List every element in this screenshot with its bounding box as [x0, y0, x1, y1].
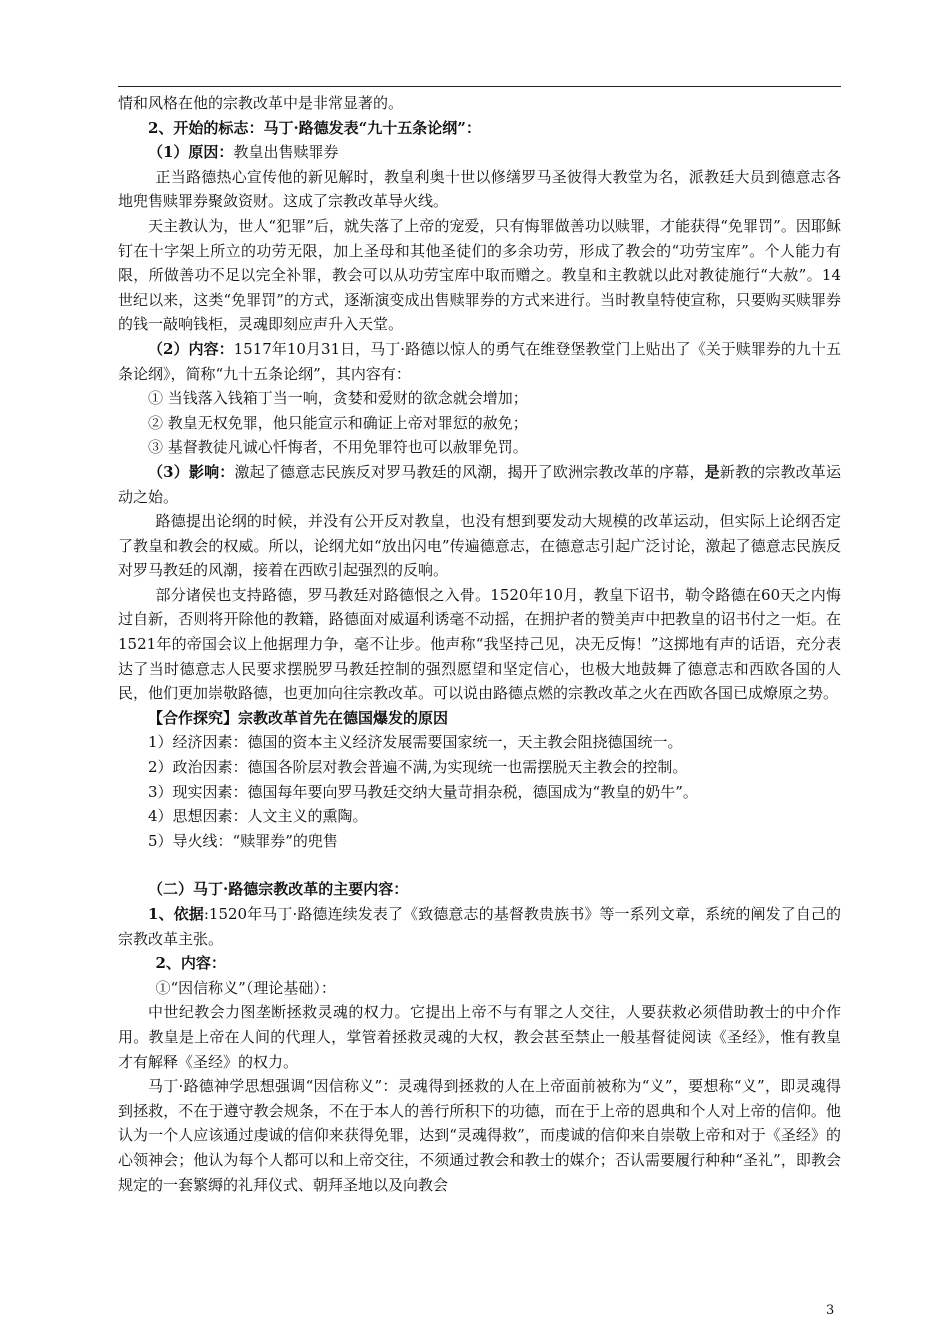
- paragraph: 正当路德热心宣传他的新见解时，教皇利奥十世以修缮罗马圣彼得大教堂为名，派教廷大员到德意志各地兜售赎罪券聚敛资财。这成了宗教改革导火线。: [118, 167, 841, 211]
- effect-text-end: 新教的宗教改革运动之始。: [118, 462, 841, 506]
- list-item: ③ 基督教徒凡诚心忏悔者，不用免罪符也可以赦罪免罚。: [148, 438, 528, 457]
- subheading-effect: [118, 460, 841, 509]
- content-label: （2）内容：: [148, 339, 234, 358]
- header-rule: [118, 86, 841, 87]
- page-number: 3: [826, 1303, 835, 1318]
- cause-label: （1）原因：: [148, 143, 234, 162]
- basis-paragraph: [118, 902, 841, 951]
- reason-item: 5）导火线：“赎罪券”的兜售: [148, 831, 338, 850]
- effect-bold-word: 是: [704, 462, 720, 481]
- basis-label: 1、依据: [148, 905, 204, 923]
- subheading-content: [118, 337, 841, 386]
- reason-item: 3）现实因素：德国每年要向罗马教廷交纳大量苛捐杂税，德国成为“教皇的奶牛”。: [148, 782, 698, 801]
- paragraph: 部分诸侯也支持路德，罗马教廷对路德恨之入骨。1520年10月，教皇下诏书，勒令路德在60天之内悔过自新，否则将开除他的教籍，路德面对威逼利诱毫不动摇，在拥护者的赞美声中把教皇的诏书付之一炬。在1521年的帝国会议上他据理力争，毫不让步。他声称“我坚持己见，决无反悔！”这掷地有声的话语，充分表达了当时德意志人民要求摆脱罗马教廷控制的强烈愿望和坚定信心，也极大地鼓舞了德意志和西欧各国的人民，他们更加崇敬路德，也更加向往宗教改革。可以说由路德点燃的宗教改革之火在西欧各国已成燎原之势。: [118, 585, 841, 703]
- paragraph: 中世纪教会力图垄断拯救灵魂的权力。它提出上帝不与有罪之人交往，人要获救必须借助教士的中介作用。教皇是上帝在人间的代理人，掌管着拯救灵魂的大权，教会甚至禁止一般基督徒阅读《圣经》，惟有教皇才有解释《圣经》的权力。: [118, 1003, 841, 1071]
- subheading-cause: [118, 140, 841, 165]
- reason-item: 4）思想因素：人文主义的熏陶。: [148, 807, 368, 826]
- basis-text: :1520年马丁·路德连续发表了《致德意志的基督教贵族书》等一系列文章，系统的阐发了自己的宗教改革主张。: [118, 905, 842, 948]
- continuation-line: 情和风格在他的宗教改革中是非常显著的。: [118, 94, 404, 112]
- paragraph: 路德提出论纲的时候，并没有公开反对教皇，也没有想到要发动大规模的改革运动，但实际上论纲否定了教皇和教会的权威。所以，论纲尤如“放出闪电”传遍德意志，在德意志引起广泛讨论，激起了德意志民族反对罗马教廷的风潮，接着在西欧引起强烈的反响。: [118, 512, 841, 580]
- effect-text: 激起了德意志民族反对罗马教廷的风潮，揭开了欧洲宗教改革的序幕，: [234, 462, 705, 481]
- reason-item: 1）经济因素：德国的资本主义经济发展需要国家统一，天主教会阻挠德国统一。: [148, 733, 683, 752]
- content-heading: 2、内容：: [155, 954, 226, 973]
- effect-label: （3）影响：: [148, 462, 235, 481]
- reason-item: 2）政治因素：德国各阶层对教会普遍不满,为实现统一也需摆脱天主教会的控制。: [148, 758, 688, 777]
- list-item: ② 教皇无权免罪，他只能宣示和确证上帝对罪愆的赦免；: [148, 413, 528, 432]
- faith-item: ①“因信称义”（理论基础）：: [155, 978, 336, 997]
- blank-line: [118, 853, 841, 877]
- paragraph: 天主教认为，世人“犯罪”后，就失落了上帝的宠爱，只有悔罪做善功以赎罪，才能获得“免罪罚”。因耶稣钉在十字架上所立的功劳无限，加上圣母和其他圣徒们的多余功劳，形成了教会的“功劳宝库”。个人能力有限，所做善功不足以完全补罪，教会可以从功劳宝库中取而赠之。教皇和主教就以此对教徒施行“大赦”。14世纪以来，这类“免罪罚”的方式，逐渐演变成出售赎罪券的方式来进行。当时教皇特使宣称，只要购买赎罪券的钱一敲响钱柜，灵魂即刻应声升入天堂。: [118, 216, 841, 334]
- cause-text: 教皇出售赎罪券: [233, 143, 339, 162]
- content-text: 1517年10月31日，马丁·路德以惊人的勇气在维登堡教堂门上贴出了《关于赎罪券的九十五条论纲》，简称“九十五条论纲”，其内容有：: [118, 339, 841, 383]
- cooperative-inquiry-heading: 【合作探究】宗教改革首先在德国爆发的原因: [148, 708, 449, 727]
- list-item: ① 当钱落入钱箱丁当一响，贪婪和爱财的欲念就会增加；: [148, 389, 528, 408]
- paragraph: 马丁·路德神学思想强调“因信称义”：灵魂得到拯救的人在上帝面前被称为“义”，要想称“义”，即灵魂得到拯救，不在于遵守教会规条，不在于本人的善行所积下的功德，而在于上帝的恩典和个人对上帝的信仰。他认为一个人应该通过虔诚的信仰来获得免罪，达到“灵魂得救”，而虔诚的信仰来自崇敬上帝和对于《圣经》的心领神会；他认为每个人都可以和上帝交往，不须通过教会和教士的媒介；否认需要履行种种“圣礼”，即教会规定的一套繁缛的礼拜仪式、朝拜圣地以及向教会: [118, 1077, 841, 1194]
- document-body: [118, 91, 841, 1197]
- section-heading: （二）马丁·路德宗教改革的主要内容：: [148, 880, 409, 899]
- section-heading: 2、开始的标志：马丁·路德发表“九十五条论纲”：: [148, 118, 481, 137]
